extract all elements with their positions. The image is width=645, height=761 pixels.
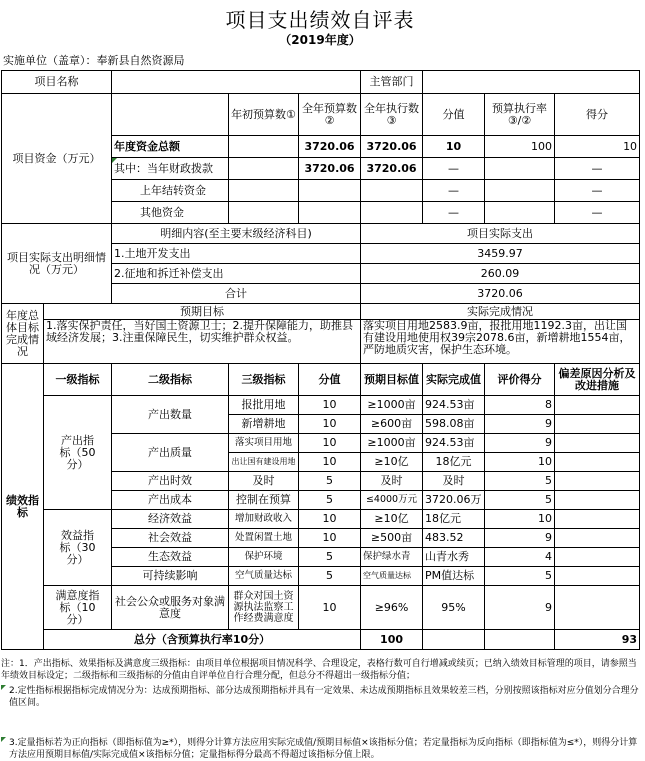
detail-item-name: 1.土地开发支出 — [112, 244, 361, 264]
satisfaction-indicators-label: 满意度指标（10分） — [44, 586, 112, 630]
row-score: 9 — [485, 434, 555, 453]
row-value: 10 — [299, 510, 361, 529]
total-label: 总分（含预算执行率10分） — [44, 630, 361, 650]
row-reason — [555, 415, 640, 434]
level3-label: 出让国有建设用地 — [229, 453, 299, 472]
indicators-label: 绩效指标 — [2, 364, 44, 650]
detail-total: 3720.06 — [361, 284, 640, 304]
funds-row-executed: 3720.06 — [361, 136, 423, 158]
level2-label: 社会效益 — [112, 529, 229, 548]
row-score: 8 — [485, 396, 555, 415]
funds-row-value: 10 — [423, 136, 485, 158]
row-target: ≥1000亩 — [361, 434, 423, 453]
funds-row-executed: 3720.06 — [361, 158, 423, 180]
total-score: 93 — [555, 630, 640, 650]
note-3: 3.定量指标若为正向指标（即指标值为≥*），则得分计算方法应用实际完成值/预期目标值×该指标分值；若定量指标为反向指标（即指标值为≤*），则得分计算方法应用预期目标值/实际完成值×该指标分值；定量指标得分最高不得超过该指标分值上限。 — [1, 737, 645, 761]
row-target: ≥96% — [361, 586, 423, 630]
detail-item-amount: 3459.97 — [361, 244, 640, 264]
funds-row-score: 10 — [555, 136, 640, 158]
goals-expected-header: 预期目标 — [44, 304, 361, 320]
col-exec-rate: 预算执行率③/② — [485, 94, 555, 136]
goals-actual: 落实项目用地2583.9亩，报批用地1192.3亩，出让国有建设用地使用权39宗2078.6亩，新增耕地1554亩，严防地质灾害，保护生态环境。 — [361, 320, 640, 364]
row-target: 及时 — [361, 472, 423, 491]
col-actual: 实际完成值 — [423, 364, 485, 396]
dept-label: 主管部门 — [361, 71, 423, 94]
col-level2: 二级指标 — [112, 364, 229, 396]
row-actual: PM值达标 — [423, 567, 485, 586]
level3-label: 及时 — [229, 472, 299, 491]
row-score: 10 — [485, 510, 555, 529]
row-target: ≥500亩 — [361, 529, 423, 548]
row-value: 5 — [299, 567, 361, 586]
goals-actual-header: 实际完成情况 — [361, 304, 640, 320]
row-value: 10 — [299, 586, 361, 630]
output-indicators-label: 产出指标（50分） — [44, 396, 112, 510]
row-actual: 及时 — [423, 472, 485, 491]
note-1: 注：1．产出指标、效果指标及满意度三级指标：由项目单位根据项目情况科学、合理设定，表格行数可自行增减或续页；已纳入绩效目标管理的项目，请参照当年绩效目标设定；二级指标和三级指标的分值由自评单位自行合理分配，但总分不得超出一级指标分值； — [1, 659, 637, 681]
detail-content-header: 明细内容(至主要末级经济科目) — [112, 224, 361, 244]
project-name-value — [112, 71, 361, 94]
row-score: 9 — [485, 415, 555, 434]
col-score-value: 分值 — [423, 94, 485, 136]
row-target: ≥1000亩 — [361, 396, 423, 415]
row-reason — [555, 491, 640, 510]
level3-label: 控制在预算 — [229, 491, 299, 510]
row-actual: 924.53亩 — [423, 396, 485, 415]
row-actual: 山青水秀 — [423, 548, 485, 567]
row-score: 5 — [485, 472, 555, 491]
row-score: 5 — [485, 567, 555, 586]
level2-label: 生态效益 — [112, 548, 229, 567]
row-reason — [555, 510, 640, 529]
evaluation-table: 项目名称 主管部门 项目资金（万元） 年初预算数① 全年预算数② 全年执行数③ 分值 预算执行率③/② 得分 年度资金总额 3720.06 3720.06 10 100 10 其中：当年财政拨款 3720.06 3720.06 — — 上年结转资金 — — 其他资金 — — 项目实际支出明细情况（万元） 明细内容(至主要末级经济科目) 项目实际支出 1.土地开发支出 3459.97 2.征地和拆迁补偿支出 260.09 合计 3720.06 年度总体目标完成情况 预期目标 实际完成情况 1.落实保护责任，当好国土资源卫士；2.提升保障能力，助推县域经济发展；3.注重保障民生，切实维护群众权益。 落实项目用地2583.9亩，报批用地1192.3亩，出让国有建设用地使用权39宗2078.6亩，新增耕地1554亩，严防地质灾害，保护生态环境。 绩效指标 一级指标 二级指标 三级指标 分值 预期目标值 实际完成值 评价得分 偏差原因分析及改进措施 产出指标（50分） 产出数量 报批用地 10 ≥1000亩 924.53亩 8 新增耕地 10 ≥600亩 598.08亩 9 产出质量 落实项目用地 10 ≥1000亩 924.53亩 9 出让国有建设用地 10 ≥10亿 18亿元 10 产出时效 及时 5 及时 及时 5 产出成本 控制在预算 5 ≤4000万元 3720.06万 5 效益指标（30分） 经济效益 增加财政收入 10 ≥10亿 18亿元 10 社会效益 处置闲置土地 10 ≥500亩 483.52 9 生态效益 保护环境 5 保护绿水青 山青水秀 4 可持续影响 空气质量达标 5 空气质量达标 PM值达标 5 满意度指标（10分） 社会公众或服务对象满意度 群众对国土资源执法监察工作经费满意度 10 ≥96% 95% 9 总分（含预算执行率10分） 100 93 — [1, 70, 640, 650]
col-executed: 全年执行数③ — [361, 94, 423, 136]
row-reason — [555, 529, 640, 548]
level2-label: 社会公众或服务对象满意度 — [112, 586, 229, 630]
row-score: 5 — [485, 491, 555, 510]
col-level3: 三级指标 — [229, 364, 299, 396]
row-target: ≥10亿 — [361, 453, 423, 472]
level3-label: 新增耕地 — [229, 415, 299, 434]
detail-item-name: 2.征地和拆迁补偿支出 — [112, 264, 361, 284]
col-eval-score: 评价得分 — [485, 364, 555, 396]
detail-item-amount: 260.09 — [361, 264, 640, 284]
row-value: 5 — [299, 491, 361, 510]
funds-row-label: 年度资金总额 — [112, 136, 229, 158]
row-target: ≥600亩 — [361, 415, 423, 434]
row-value: 5 — [299, 472, 361, 491]
row-value: 10 — [299, 529, 361, 548]
level2-label: 产出时效 — [112, 472, 229, 491]
row-target: 空气质量达标 — [361, 567, 423, 586]
goals-expected: 1.落实保护责任，当好国土资源卫士；2.提升保障能力，助推县域经济发展；3.注重保障民生，切实维护群众权益。 — [44, 320, 361, 364]
row-value: 10 — [299, 415, 361, 434]
level3-label: 落实项目用地 — [229, 434, 299, 453]
col-score: 得分 — [555, 94, 640, 136]
funds-row-label: 上年结转资金 — [112, 180, 229, 202]
total-value: 100 — [361, 630, 423, 650]
col-level1: 一级指标 — [44, 364, 112, 396]
row-reason — [555, 548, 640, 567]
row-target: 保护绿水青 — [361, 548, 423, 567]
row-actual: 598.08亩 — [423, 415, 485, 434]
level2-label: 可持续影响 — [112, 567, 229, 586]
note-2: 2.定性指标根据指标完成情况分为：达成预期指标、部分达成预期指标并具有一定效果、未达成预期指标且效果较差三档，分别按照该指标对应分值划分合理分值区间。 — [1, 685, 645, 709]
detail-label: 项目实际支出明细情况（万元） — [2, 224, 112, 304]
level3-label: 处置闲置土地 — [229, 529, 299, 548]
row-score: 4 — [485, 548, 555, 567]
level2-label: 产出成本 — [112, 491, 229, 510]
row-reason — [555, 586, 640, 630]
goals-label: 年度总体目标完成情况 — [2, 304, 44, 364]
level3-label: 保护环境 — [229, 548, 299, 567]
funds-row-label: 其中：当年财政拨款 — [112, 158, 229, 180]
row-actual: 95% — [423, 586, 485, 630]
funds-row-label: 其他资金 — [112, 202, 229, 224]
level3-label: 空气质量达标 — [229, 567, 299, 586]
row-actual: 18亿元 — [423, 510, 485, 529]
col-reason: 偏差原因分析及改进措施 — [555, 364, 640, 396]
level3-label: 群众对国土资源执法监察工作经费满意度 — [229, 586, 299, 630]
row-reason — [555, 472, 640, 491]
implementing-unit: 实施单位（盖章）：奉新县自然资源局 — [3, 54, 185, 67]
funds-row-annual: 3720.06 — [299, 158, 361, 180]
detail-actual-header: 项目实际支出 — [361, 224, 640, 244]
row-reason — [555, 434, 640, 453]
row-reason — [555, 396, 640, 415]
row-target: ≤4000万元 — [361, 491, 423, 510]
row-value: 5 — [299, 548, 361, 567]
funds-row-annual: 3720.06 — [299, 136, 361, 158]
row-actual: 18亿元 — [423, 453, 485, 472]
row-value: 10 — [299, 434, 361, 453]
form-title: 项目支出绩效自评表 — [225, 8, 415, 32]
funds-label: 项目资金（万元） — [2, 94, 112, 224]
detail-total-label: 合计 — [112, 284, 361, 304]
level2-label: 产出数量 — [112, 396, 229, 434]
dept-value — [423, 71, 640, 94]
funds-row-rate: 100 — [485, 136, 555, 158]
form-year: （2019年度） — [279, 33, 361, 47]
col-annual-budget: 全年预算数② — [299, 94, 361, 136]
row-value: 10 — [299, 453, 361, 472]
effect-indicators-label: 效益指标（30分） — [44, 510, 112, 586]
project-name-label: 项目名称 — [2, 71, 112, 94]
row-reason — [555, 453, 640, 472]
row-value: 10 — [299, 396, 361, 415]
row-actual: 3720.06万 — [423, 491, 485, 510]
row-reason — [555, 567, 640, 586]
row-score: 10 — [485, 453, 555, 472]
col-target: 预期目标值 — [361, 364, 423, 396]
row-target: ≥10亿 — [361, 510, 423, 529]
row-actual: 924.53亩 — [423, 434, 485, 453]
level3-label: 报批用地 — [229, 396, 299, 415]
row-score: 9 — [485, 529, 555, 548]
level2-label: 经济效益 — [112, 510, 229, 529]
level3-label: 增加财政收入 — [229, 510, 299, 529]
col-value: 分值 — [299, 364, 361, 396]
row-score: 9 — [485, 586, 555, 630]
row-actual: 483.52 — [423, 529, 485, 548]
level2-label: 产出质量 — [112, 434, 229, 472]
col-initial-budget: 年初预算数① — [229, 94, 299, 136]
